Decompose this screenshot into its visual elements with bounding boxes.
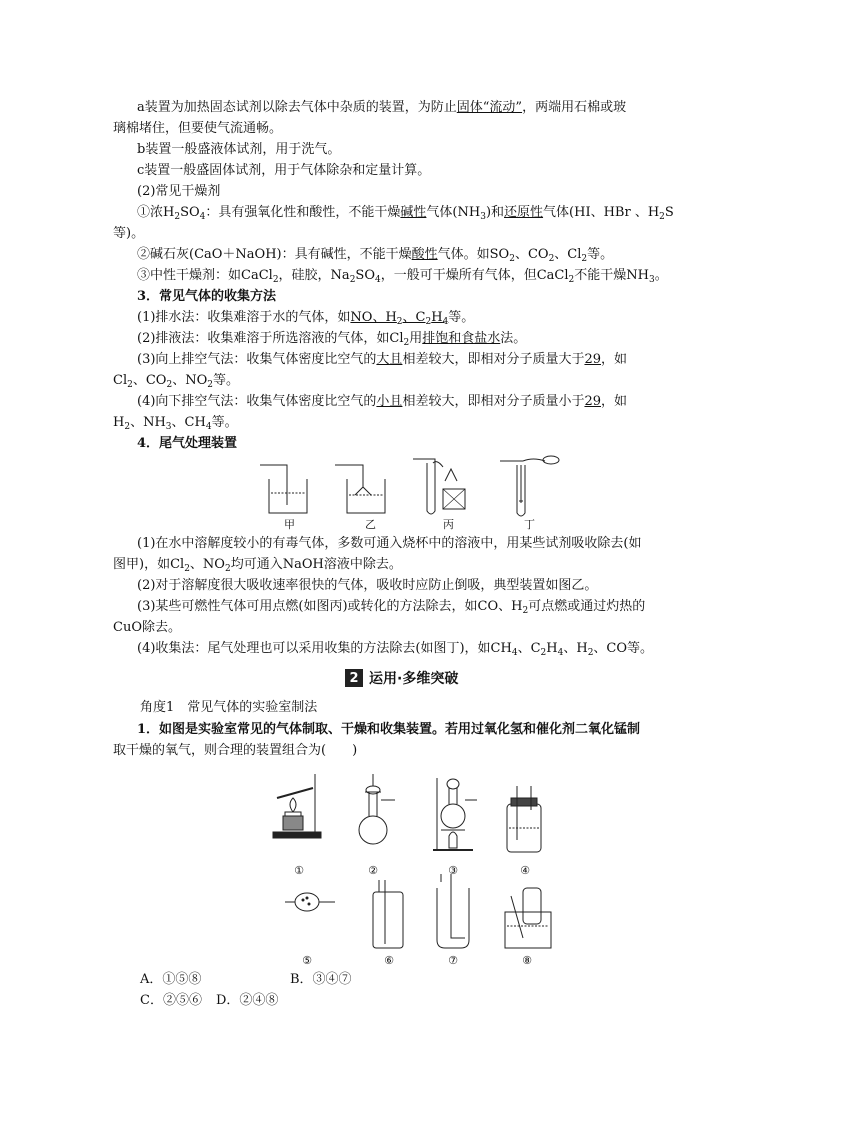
- text-line: (3)某些可燃性气体可用点燃(如图丙)或转化的方法除去，如CO、$H_2$可点燃或通过灼热的: [137, 599, 646, 616]
- figure-label: ⑥: [384, 954, 394, 967]
- question-text: 取干燥的氧气，则合理的装置组合为( ): [113, 743, 358, 758]
- text-line: ①浓$H_2SO_4$：具有强氧化性和酸性，不能干燥碱性气体$(NH_3)$和还原性气体(HI、HBr 、$H_2S$: [137, 205, 674, 222]
- text-line: c装置一般盛固体试剂，用于气体除杂和定量计算。: [137, 163, 431, 178]
- text-line: (1)在水中溶解度较小的有毒气体，多数可通入烧杯中的溶液中，用某些试剂吸收除去(如: [137, 536, 642, 551]
- option-a[interactable]: A．①⑤⑧: [140, 972, 202, 987]
- section-heading: 3．常见气体的收集方法: [137, 289, 277, 304]
- figure-label: 甲: [284, 518, 295, 531]
- text-line: (2)对于溶解度很大吸收速率很快的气体，吸收时应防止倒吸，典型装置如图乙。: [137, 578, 598, 593]
- figure-label: ⑧: [522, 954, 532, 967]
- banner-title: 运用·多维突破: [369, 671, 459, 687]
- text-line: a装置为加热固态试剂以除去气体中杂质的装置，为防止固体“流动”，两端用石棉或玻: [137, 100, 627, 115]
- figure-label: ①: [294, 864, 304, 877]
- option-c[interactable]: C．②⑤⑥: [140, 993, 202, 1008]
- figure-label: 丙: [443, 518, 454, 531]
- text-line: $Cl_2$、$CO_2$、$NO_2$等。: [113, 373, 239, 390]
- text-line: (1)排水法：收集难溶于水的气体，如NO、$H_2$、$C_2H_4$等。: [137, 310, 475, 327]
- text-line: (4)收集法：尾气处理也可以采用收集的方法除去(如图丁)，如$CH_4$、$C_2H_4$、$H_2$、CO等。: [137, 641, 654, 658]
- figure-label: ⑦: [448, 954, 458, 967]
- angle-title: 角度1 常见气体的实验室制法: [140, 700, 318, 715]
- banner-number: 2: [345, 669, 363, 687]
- section-banner: [345, 668, 458, 688]
- text-line: 璃棉堵住，但要使气流通畅。: [113, 121, 283, 136]
- gas-apparatus-figure: [265, 770, 565, 967]
- text-line: $H_2$、$NH_3$、$CH_4$等。: [113, 415, 238, 432]
- figure-label: ②: [368, 864, 378, 877]
- figure-label: 乙: [365, 518, 376, 531]
- text-line: ②碱石灰(CaO＋NaOH)：具有碱性，不能干燥酸性气体。如$SO_2$、$CO_2$、$Cl_2$等。: [137, 247, 614, 264]
- figure-label: 丁: [524, 518, 535, 531]
- text-line: b装置一般盛液体试剂，用于洗气。: [137, 142, 341, 157]
- text-line: CuO除去。: [113, 620, 181, 635]
- figure-label: ④: [520, 864, 530, 877]
- figure-label: ⑤: [302, 954, 312, 967]
- text-line: ③中性干燥剂：如CaCl$_2$，硅胶，$Na_2SO_4$，一般可干燥所有气体，但CaCl$_2$不能干燥$NH_3$。: [137, 268, 668, 285]
- text-line: (2)排液法：收集难溶于所选溶液的气体，如$Cl_2$用排饱和食盐水法。: [137, 331, 527, 348]
- question-text: 1．如图是实验室常见的气体制取、干燥和收集装置。若用过氧化氢和催化剂二氧化锰制: [137, 722, 641, 737]
- section-heading: 4．尾气处理装置: [137, 436, 238, 451]
- figure-label: ③: [448, 864, 458, 877]
- option-d[interactable]: D．②④⑧: [216, 993, 279, 1008]
- text-line: (4)向下排空气法：收集气体密度比空气的小且相差较大，即相对分子质量小于29，如: [137, 394, 628, 409]
- subheading: (2)常见干燥剂: [137, 184, 221, 199]
- text-line: 图甲)，如$Cl_2$、$NO_2$均可通入NaOH溶液中除去。: [113, 557, 402, 574]
- text-line: (3)向上排空气法：收集气体密度比空气的大且相差较大，即相对分子质量大于29，如: [137, 352, 628, 367]
- text-line: 等)。: [113, 226, 145, 241]
- option-b[interactable]: B．③④⑦: [290, 972, 352, 987]
